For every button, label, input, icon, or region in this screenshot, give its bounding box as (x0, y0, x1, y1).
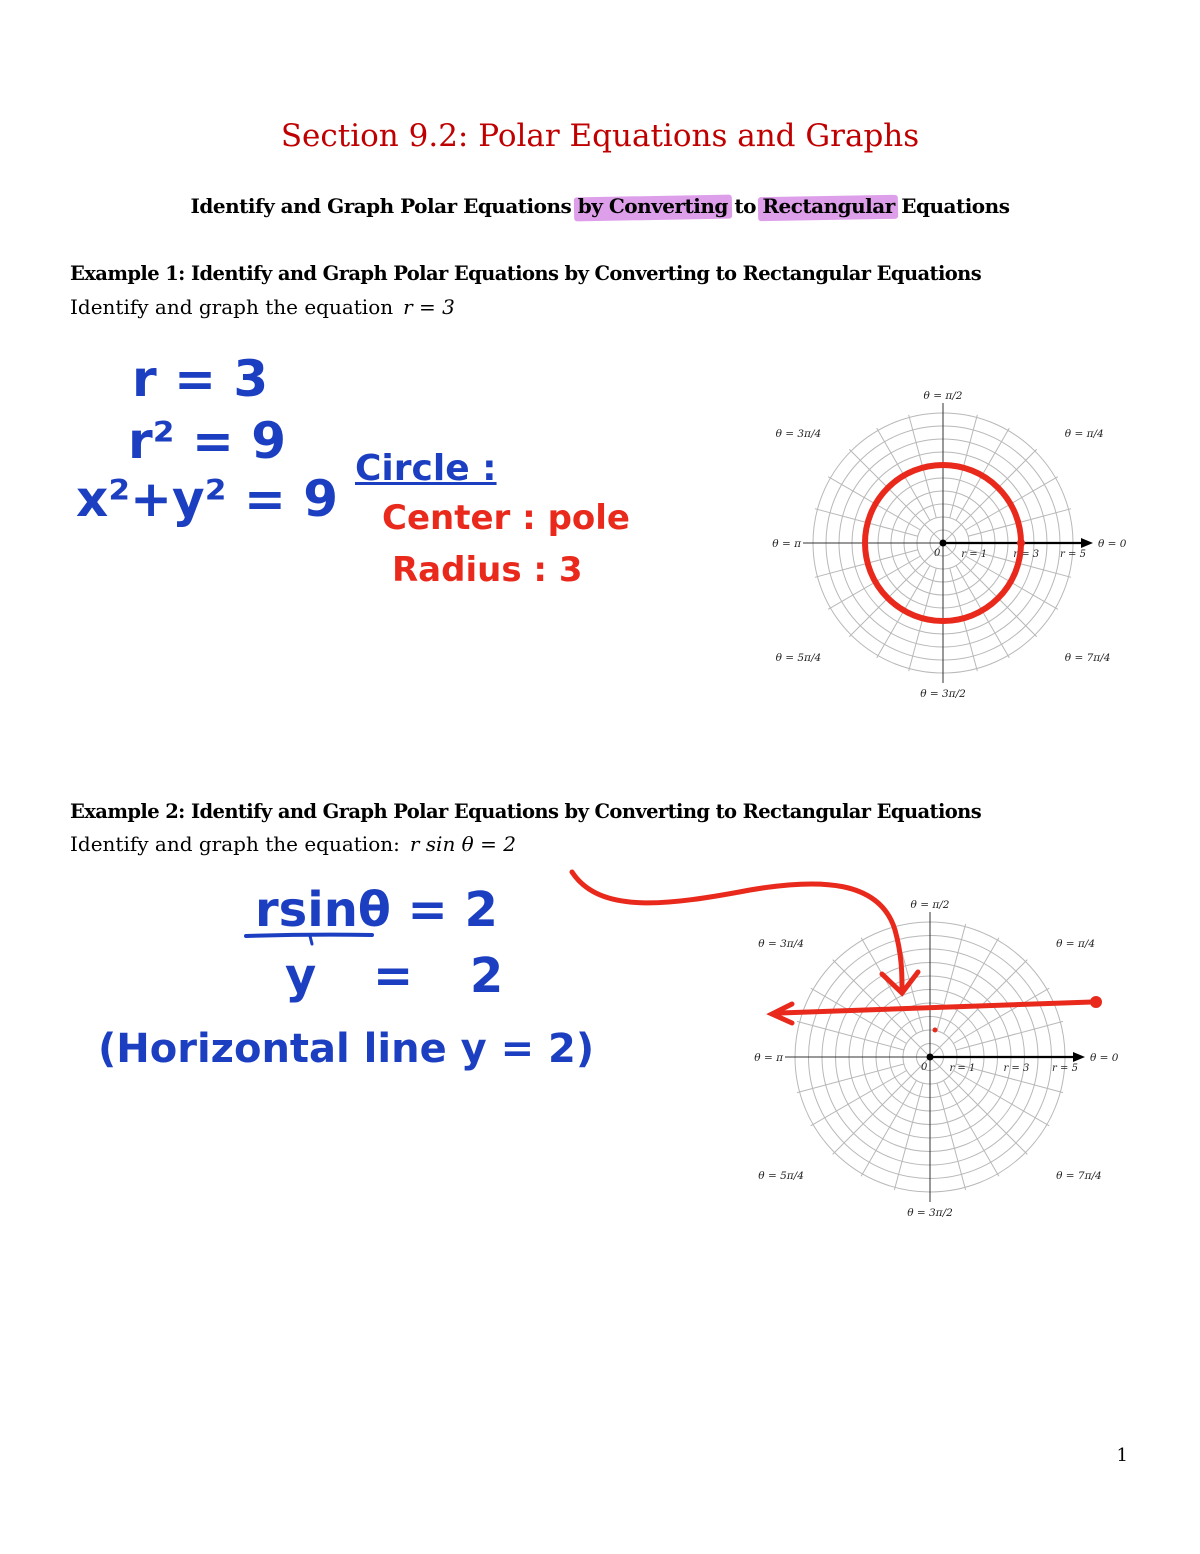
radius-label-1: r = 1 (949, 1063, 976, 1074)
angle-label-7pi-4: θ = 7π/4 (1064, 651, 1111, 664)
polar-ray (894, 1083, 923, 1190)
polar-ray (833, 1057, 930, 1154)
ex2-hand-line2: y = 2 (285, 948, 504, 1004)
example1-heading: Example 1: Identify and Graph Polar Equations by Converting to Rectangular Equations (70, 262, 982, 285)
angle-label-5pi-4: θ = 5π/4 (775, 651, 822, 664)
angle-label-3pi-4: θ = 3π/4 (775, 428, 822, 441)
angle-label-pi: θ = π (772, 538, 801, 550)
subtitle-highlight-2: Rectangular (762, 194, 895, 218)
polar-ray (953, 1071, 1049, 1126)
angle-label-pi-2: θ = π/2 (910, 899, 950, 911)
page-number: 1 (1116, 1445, 1128, 1466)
pole-label: 0 (934, 548, 941, 559)
ex2-underline-mark (240, 926, 380, 946)
ex2-hand-line1: rsinθ = 2 (255, 882, 498, 938)
radius-label-3: r = 3 (1003, 1063, 1030, 1074)
radius-label-5: r = 5 (1052, 1063, 1078, 1074)
pole-label: 0 (921, 1062, 928, 1073)
ex1-hand-line2: r² = 9 (128, 412, 287, 470)
ex1-hand-line3: x²+y² = 9 (76, 470, 339, 528)
polar-ray (797, 1021, 904, 1050)
pole-dot (940, 540, 947, 547)
red-dot-mark (933, 1028, 938, 1033)
angle-label-pi-4: θ = π/4 (1056, 937, 1096, 950)
ex2-hand-line3: (Horizontal line y = 2) (98, 1026, 595, 1072)
example1-prompt-text: Identify and graph the equation (70, 295, 394, 319)
example2-heading: Example 2: Identify and Graph Polar Equations by Converting to Rectangular Equations (70, 800, 982, 823)
polar-ray (944, 1080, 999, 1176)
angle-label-7pi-4: θ = 7π/4 (1056, 1170, 1102, 1183)
polar-axis-arrowhead (1081, 538, 1093, 548)
angle-label-pi-2: θ = π/2 (923, 390, 963, 402)
subtitle-text-1: Identify and Graph Polar Equations (190, 194, 578, 218)
example2-prompt (70, 832, 516, 856)
polar-graph-example1 (750, 355, 1140, 735)
angle-label-0: θ = 0 (1090, 1052, 1119, 1064)
polar-ray (944, 938, 999, 1034)
polar-ray (937, 1083, 966, 1190)
angle-label-pi: θ = π (754, 1052, 783, 1064)
angle-label-5pi-4: θ = 5π/4 (758, 1170, 804, 1183)
radius-label-5: r = 5 (1060, 549, 1086, 560)
polar-ray (797, 1064, 904, 1093)
section-subtitle (0, 194, 1200, 218)
ex1-hand-radius: Radius : 3 (392, 550, 583, 590)
subtitle-text-3: Equations (894, 194, 1010, 218)
radius-label-1: r = 1 (961, 549, 988, 560)
example1-prompt (70, 295, 455, 319)
pole-dot (927, 1054, 934, 1061)
angle-label-3pi-4: θ = 3π/4 (758, 937, 804, 950)
ex1-hand-center: Center : pole (382, 498, 630, 538)
ex1-hand-label: Circle : (355, 448, 497, 489)
line-arrowhead-right (1090, 996, 1102, 1008)
example2-equation: r sin θ = 2 (409, 832, 516, 856)
page-title: Section 9.2: Polar Equations and Graphs (280, 118, 920, 154)
angle-label-3pi-2: θ = 3π/2 (920, 688, 966, 700)
subtitle-highlight-1: by Converting (577, 194, 728, 218)
polar-ray (956, 1021, 1063, 1050)
polar-ray (937, 924, 966, 1031)
ex2-pointer-arrow (560, 860, 940, 1010)
polar-ray (811, 1071, 907, 1126)
angle-label-3pi-2: θ = 3π/2 (907, 1207, 953, 1219)
polar-ray (861, 1080, 916, 1176)
subtitle-text-2: to (727, 194, 763, 218)
angle-label-pi-4: θ = π/4 (1064, 428, 1104, 441)
polar-ray (953, 988, 1049, 1043)
example1-equation: r = 3 (403, 295, 455, 319)
polar-axis-arrowhead (1073, 1052, 1085, 1062)
example2-prompt-text: Identify and graph the equation: (70, 832, 400, 856)
point-r3 (1017, 539, 1025, 547)
radius-label-3: r = 3 (1013, 549, 1040, 560)
ex1-hand-line1: r = 3 (132, 350, 269, 408)
angle-label-0: θ = 0 (1098, 538, 1127, 550)
